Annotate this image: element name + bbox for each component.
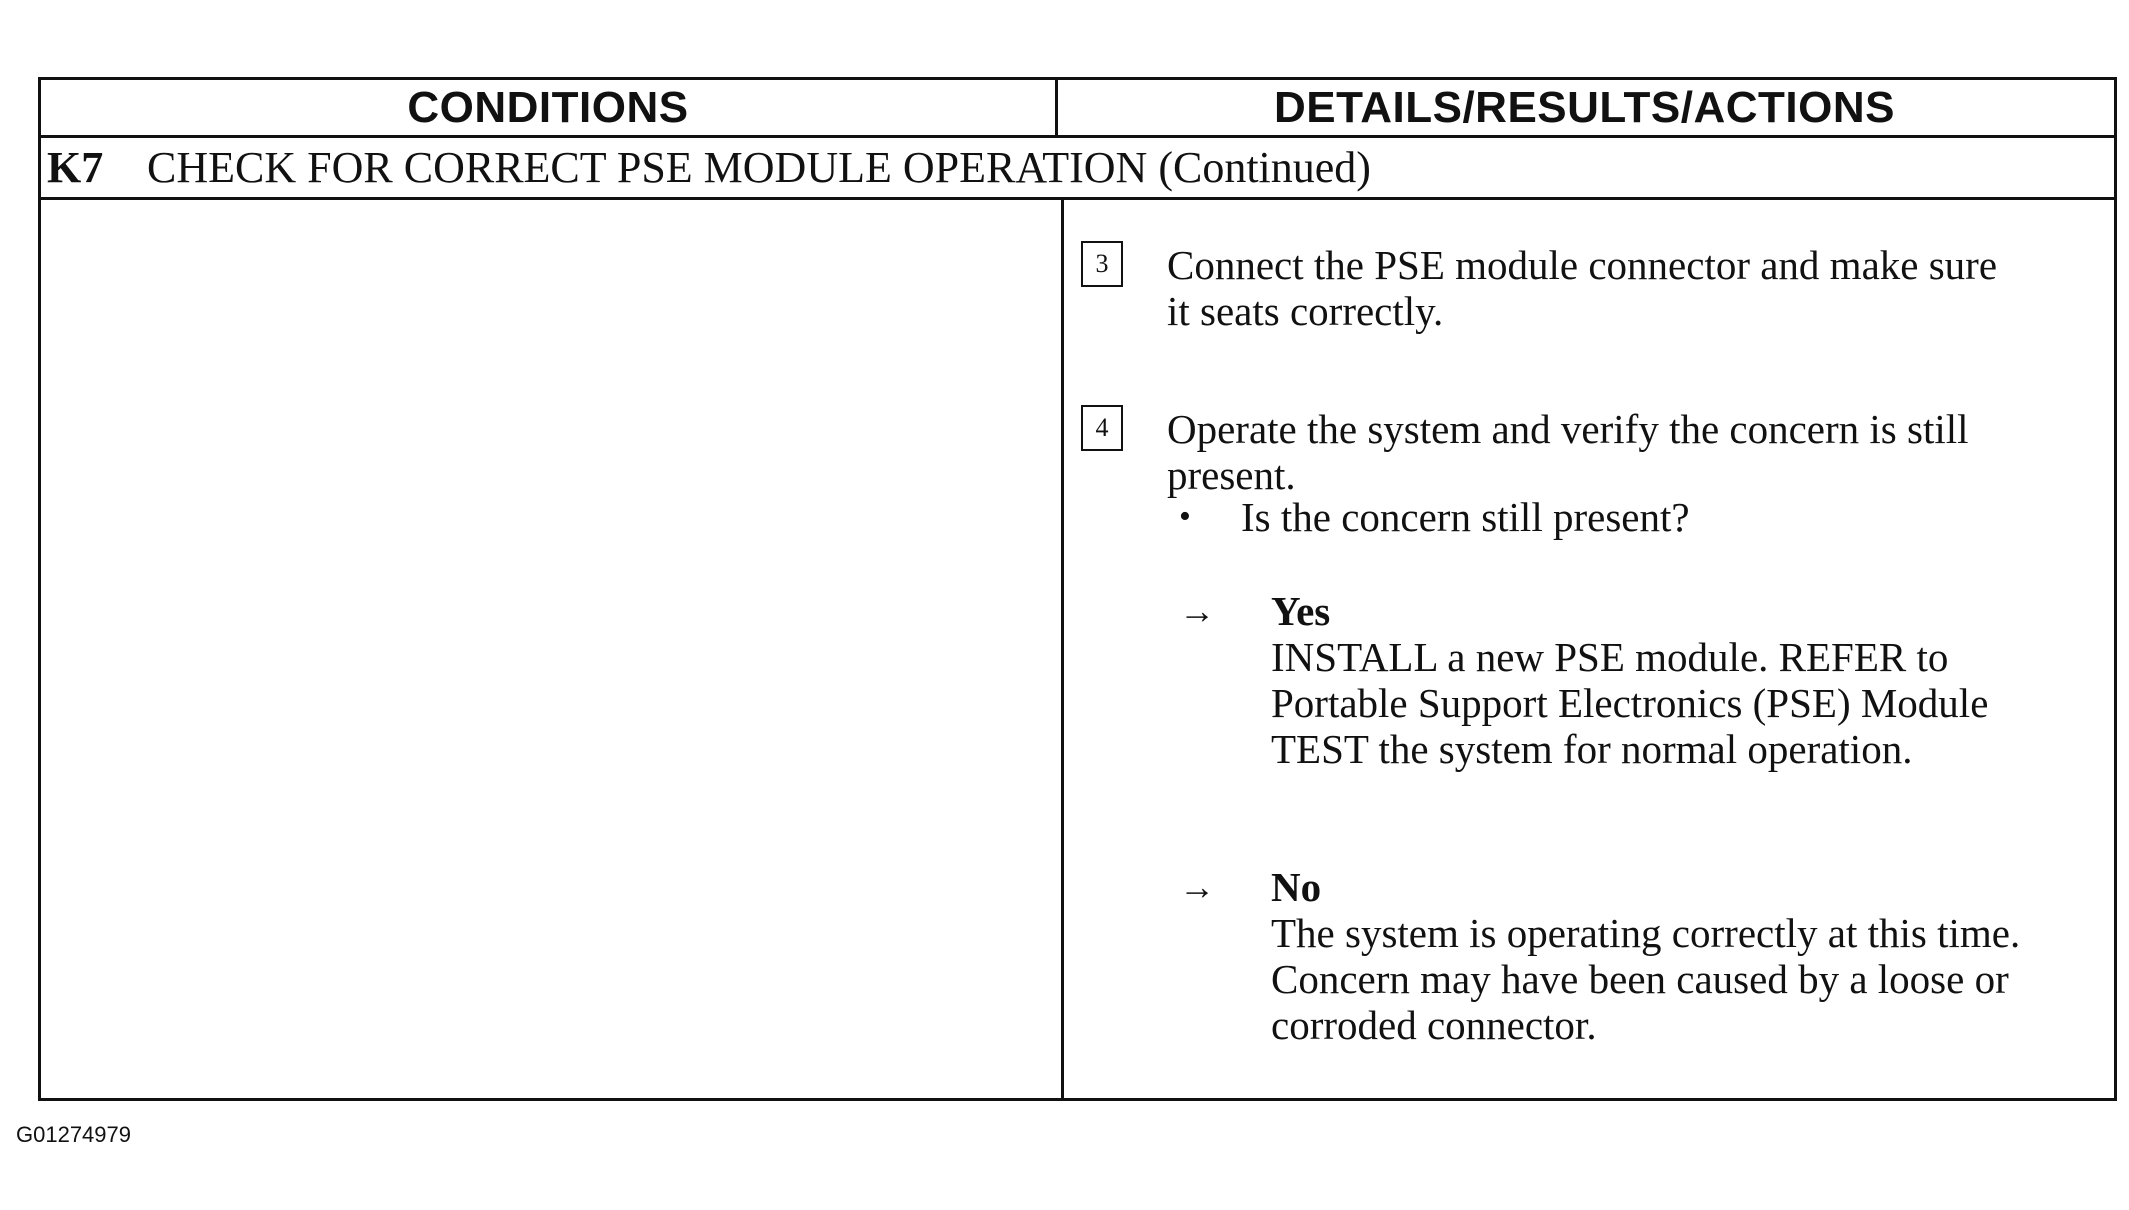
question-line: Is the concern still present?: [1241, 494, 1690, 540]
yes-line-3: TEST the system for normal operation.: [1271, 726, 1913, 772]
no-answer-block: [1271, 864, 2020, 1048]
diagnostic-table: [38, 77, 2117, 1101]
yes-answer-block: [1271, 588, 1988, 772]
action-3-line-1: Connect the PSE module connector and make sure: [1167, 242, 1998, 288]
details-results-actions-header: DETAILS/RESULTS/ACTIONS: [1274, 83, 1895, 132]
action-3-text: [1167, 242, 1997, 334]
step-title: CHECK FOR CORRECT PSE MODULE OPERATION (Continued): [147, 143, 1371, 192]
no-line-2: Concern may have been caused by a loose or: [1271, 956, 2009, 1002]
body-column-divider: [1061, 200, 1064, 1098]
yes-arrow-icon: →: [1179, 591, 1215, 631]
action-number-box-4: 4: [1081, 405, 1123, 451]
no-line-1: The system is operating correctly at this time.: [1271, 910, 2021, 956]
bullet-icon: •: [1179, 498, 1191, 535]
question-text: [1241, 494, 1690, 540]
no-label: No: [1271, 864, 1322, 910]
action-3-line-2: it seats correctly.: [1167, 288, 1444, 334]
action-4-text: [1167, 406, 1969, 498]
yes-label: Yes: [1271, 588, 1331, 634]
step-id: K7: [47, 143, 104, 192]
figure-id: G01274979: [16, 1122, 131, 1147]
conditions-header: CONDITIONS: [407, 83, 689, 132]
action-4-line-1: Operate the system and verify the concern is still: [1167, 406, 1969, 452]
table-header-row: [41, 80, 2114, 138]
action-number-box-3: 3: [1081, 241, 1123, 287]
no-arrow-icon: →: [1179, 867, 1215, 907]
yes-line-1: INSTALL a new PSE module. REFER to: [1271, 634, 1949, 680]
step-title-row: [41, 138, 2114, 200]
action-4-line-2: present.: [1167, 452, 1296, 498]
yes-line-2: Portable Support Electronics (PSE) Module: [1271, 680, 1989, 726]
no-line-3: corroded connector.: [1271, 1002, 1597, 1048]
